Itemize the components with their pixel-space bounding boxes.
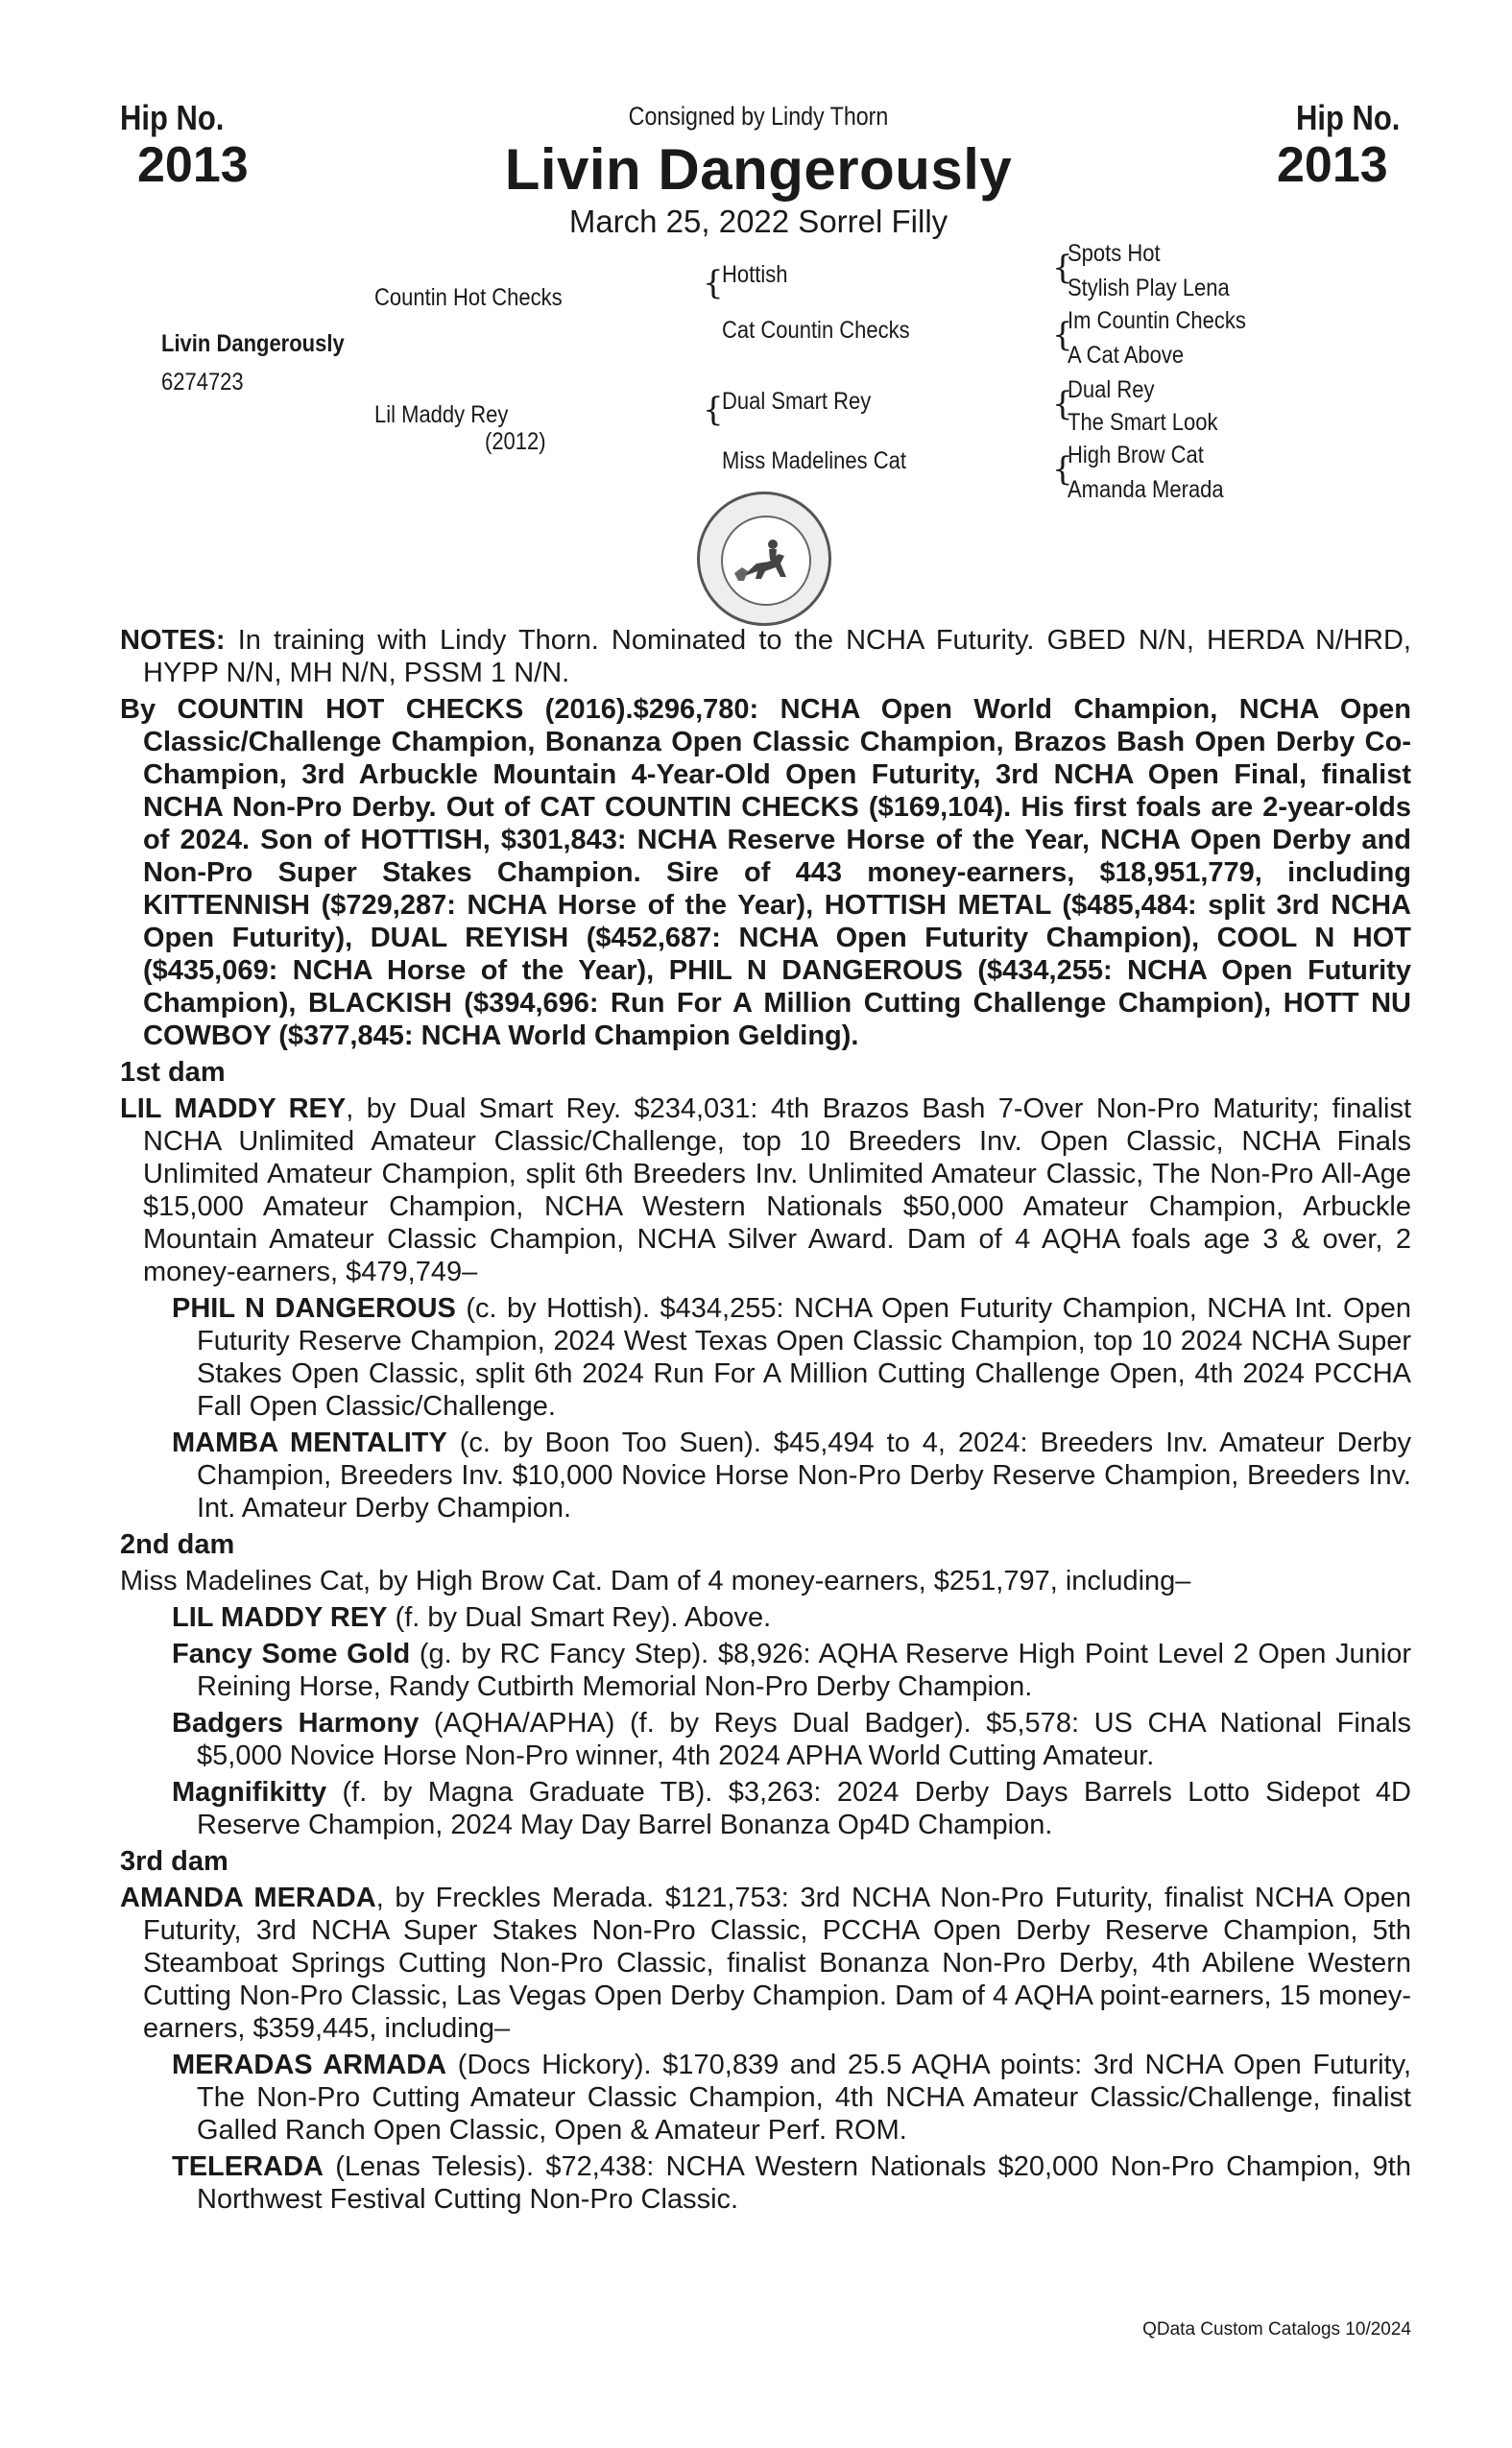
offspring-name: PHIL N DANGEROUS	[172, 1293, 456, 1324]
third-dam-heading: 3rd dam	[120, 1846, 228, 1877]
catalog-body	[120, 624, 1411, 2220]
horse-name-title: Livin Dangerously	[504, 137, 1013, 202]
pedigree-sire-dam: Cat Countin Checks	[722, 317, 910, 344]
notes-text: In training with Lindy Thorn. Nominated to the NCHA Futurity. GBED N/N, HERDA N/HRD, HYPP N/N, MH N/N, PSSM 1 N/N.	[143, 625, 1411, 688]
pedigree-sire-sire: Hottish	[722, 261, 788, 288]
offspring-text: (AQHA/APHA) (f. by Reys Dual Badger). $5,578: US CHA National Finals $5,000 Novice Horse Non-Pro winner, 4th 2024 APHA World Cutting Amateur.	[197, 1708, 1411, 1771]
third-dam-text: , by Freckles Merada. $121,753: 3rd NCHA Non-Pro Futurity, finalist NCHA Open Futurity, 3rd NCHA Super Stakes Non-Pro Classic, PCCHA Open Derby Reserve Champion, 5th Steamboat Springs Cutting Non-Pro Classic, finalist Bonanza Non-Pro Derby, 4th Abilene Western Cutting Non-Pro Classic, Las Vegas Open Derby Champion. Dam of 4 AQHA point-earners, 15 money-earners, $359,445, including–	[143, 1883, 1412, 2044]
pedigree-g1: Spots Hot	[1068, 240, 1161, 267]
brace-sire: {	[703, 264, 724, 302]
brace-g3: {	[1052, 316, 1073, 354]
third-dam-offspring-2	[120, 2150, 1411, 2216]
offspring-name: MAMBA MENTALITY	[172, 1428, 447, 1458]
pedigree-g3: Im Countin Checks	[1068, 307, 1246, 334]
offspring-name: TELERADA	[172, 2151, 324, 2182]
offspring-name: Magnifikitty	[172, 1777, 327, 1808]
offspring-name: MERADAS ARMADA	[172, 2050, 447, 2080]
pedigree-sire: Countin Hot Checks	[374, 284, 563, 311]
brace-g5: {	[1052, 385, 1073, 423]
pedigree-subject-name: Livin Dangerously	[161, 330, 345, 357]
hip-number-left: 2013	[137, 137, 249, 193]
offspring-text: (c. by Hottish). $434,255: NCHA Open Futurity Champion, NCHA Int. Open Futurity Reserve Champion, 2024 West Texas Open Classic Champion, top 10 2024 NCHA Super Stakes Open Classic, split 6th 2024 Run For A Million Cutting Challenge Open, 4th 2024 PCCHA Fall Open Classic/Challenge.	[197, 1293, 1411, 1422]
pedigree-dam-year: (2012)	[485, 428, 546, 455]
brace-g7: {	[1052, 450, 1073, 489]
consigned-by: Consigned by Lindy Thorn	[628, 102, 889, 131]
third-dam-offspring-1	[120, 2049, 1411, 2147]
second-dam-offspring-3	[120, 1707, 1411, 1772]
first-dam-name: LIL MADDY REY	[120, 1093, 347, 1124]
hip-label-left: Hip No.	[120, 98, 225, 137]
offspring-name: Badgers Harmony	[172, 1708, 420, 1739]
third-dam-paragraph	[120, 1882, 1411, 2045]
brace-dam: {	[703, 391, 724, 429]
footer-credit: QData Custom Catalogs 10/2024	[1142, 2319, 1411, 2340]
first-dam-offspring-2	[120, 1427, 1411, 1524]
pedigree-g5: Dual Rey	[1068, 376, 1155, 403]
second-dam-offspring-4	[120, 1776, 1411, 1841]
offspring-text: (f. by Dual Smart Rey). Above.	[387, 1602, 772, 1633]
pedigree-g4: A Cat Above	[1068, 342, 1185, 369]
offspring-text: (Lenas Telesis). $72,438: NCHA Western Nationals $20,000 Non-Pro Champion, 9th Northwest Festival Cutting Non-Pro Classic.	[197, 2151, 1411, 2215]
brace-g1: {	[1052, 249, 1073, 287]
offspring-name: Fancy Some Gold	[172, 1639, 411, 1669]
first-dam-text: , by Dual Smart Rey. $234,031: 4th Brazos Bash 7-Over Non-Pro Maturity; finalist NCHA Unlimited Amateur Classic/Challenge, top 10 Breeders Inv. Open Classic, NCHA Finals Unlimited Amateur Champion, split 6th Breeders Inv. Unlimited Amateur Classic, The Non-Pro All-Age $15,000 Amateur Champion, NCHA Western Nationals $50,000 Amateur Champion, Arbuckle Mountain Amateur Classic Champion, NCHA Silver Award. Dam of 4 AQHA foals age 3 & over, 2 money-earners, $479,749–	[143, 1093, 1412, 1287]
second-dam-offspring-2	[120, 1638, 1411, 1703]
pedigree-g8: Amanda Merada	[1068, 476, 1224, 503]
offspring-text: (g. by RC Fancy Step). $8,926: AQHA Reserve High Point Level 2 Open Junior Reining Horse, Randy Cutbirth Memorial Non-Pro Derby Champion.	[197, 1639, 1411, 1702]
pedigree-g6: The Smart Look	[1068, 409, 1218, 436]
second-dam-paragraph: Miss Madelines Cat, by High Brow Cat. Dam of 4 money-earners, $251,797, including–	[120, 1566, 1191, 1596]
pedigree-g2: Stylish Play Lena	[1068, 275, 1230, 301]
second-dam-heading: 2nd dam	[120, 1529, 235, 1560]
sire-paragraph: By COUNTIN HOT CHECKS (2016).$296,780: NCHA Open World Champion, NCHA Open Classic/Challenge Champion, Bonanza Open Classic Champion, Brazos Bash Open Derby Co-Champion, 3rd Arbuckle Mountain 4-Year-Old Open Futurity, 3rd NCHA Open Final, finalist NCHA Non-Pro Derby. Out of CAT COUNTIN CHECKS ($169,104). His first foals are 2-year-olds of 2024. Son of HOTTISH, $301,843: NCHA Reserve Horse of the Year, NCHA Open Derby and Non-Pro Super Stakes Champion. Sire of 443 money-earners, $18,951,779, including KITTENNISH ($729,287: NCHA Horse of the Year), HOTTISH METAL ($485,484: split 3rd NCHA Open Futurity), DUAL REYISH ($452,687: NCHA Open Futurity Champion), COOL N HOT ($435,069: NCHA Horse of the Year), PHIL N DANGEROUS ($434,255: NCHA Open Futurity Champion), BLACKISH ($394,696: Run For A Million Cutting Challenge Champion), HOTT NU COWBOY ($377,845: NCHA World Champion Gelding).	[120, 694, 1411, 1051]
second-dam-offspring-1	[120, 1601, 1411, 1634]
offspring-text: (c. by Boon Too Suen). $45,494 to 4, 2024: Breeders Inv. Amateur Derby Champion, Breeders Inv. $10,000 Novice Horse Non-Pro Derby Reserve Champion, Breeders Inv. Int. Amateur Derby Champion.	[197, 1428, 1411, 1524]
pedigree-dam: Lil Maddy Rey	[374, 401, 509, 428]
offspring-name: LIL MADDY REY	[172, 1602, 388, 1633]
first-dam-offspring-1	[120, 1292, 1411, 1423]
ncha-seal-icon	[697, 492, 831, 626]
notes-paragraph	[120, 624, 1411, 689]
pedigree-dam-sire: Dual Smart Rey	[722, 388, 872, 415]
third-dam-name: AMANDA MERADA	[120, 1883, 376, 1913]
pedigree-g7: High Brow Cat	[1068, 442, 1204, 468]
hip-number-right: 2013	[1277, 137, 1388, 193]
hip-label-right: Hip No.	[1296, 98, 1401, 137]
notes-label: NOTES:	[120, 625, 226, 656]
horse-rider-icon	[723, 517, 809, 604]
pedigree-dam-dam: Miss Madelines Cat	[722, 447, 906, 474]
first-dam-paragraph	[120, 1092, 1411, 1288]
offspring-text: (f. by Magna Graduate TB). $3,263: 2024 Derby Days Barrels Lotto Sidepot 4D Reserve Champion, 2024 May Day Barrel Bonanza Op4D Champion.	[197, 1777, 1411, 1840]
offspring-text: (Docs Hickory). $170,839 and 25.5 AQHA points: 3rd NCHA Open Futurity, The Non-Pro Cutting Amateur Classic Champion, 4th NCHA Amateur Classic/Challenge, finalist Galled Ranch Open Classic, Open & Amateur Perf. ROM.	[197, 2050, 1411, 2146]
pedigree-subject-reg: 6274723	[161, 369, 244, 396]
first-dam-heading: 1st dam	[120, 1057, 226, 1088]
foaling-subtitle: March 25, 2022 Sorrel Filly	[568, 204, 948, 239]
